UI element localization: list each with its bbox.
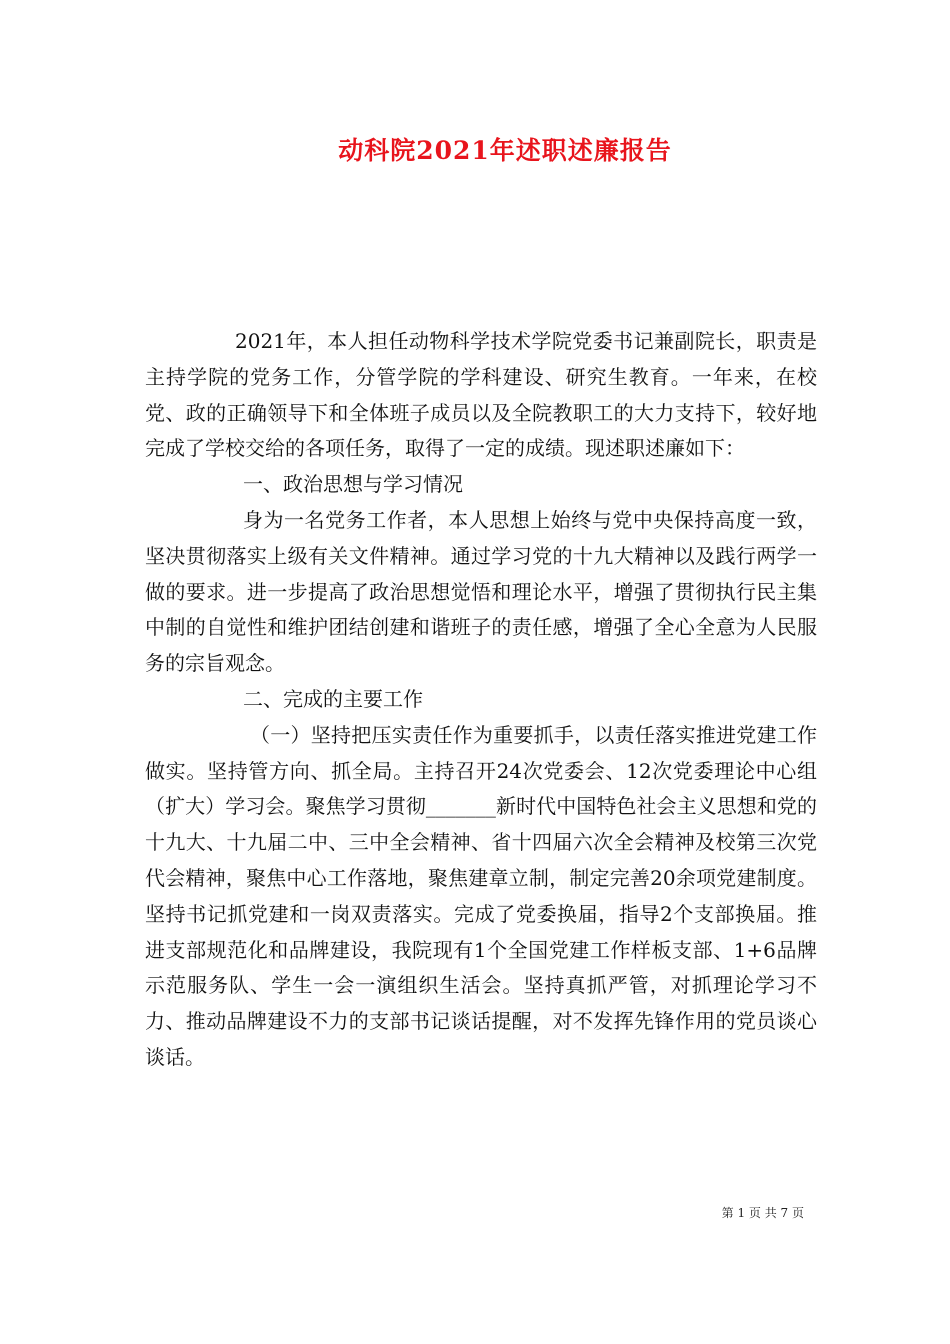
document-title: 动科院2021年述职述廉报告 [338, 136, 672, 165]
page-number: 第 1 页 共 7 页 [721, 1206, 804, 1220]
section-heading-2: 二、完成的主要工作 [243, 686, 423, 711]
paragraph-intro: 2021年，本人担任动物科学技术学院党委书记兼副院长，职责是主持学院的党务工作，分管学院的学科建设、研究生教育。一年来，在校党、政的正确领导下和全体班子成员以及全院教职工的大力支持下，较好地完成了学校交给的各项任务，取得了一定的成绩。现述职述廉如下： [145, 329, 817, 461]
document-body [145, 324, 817, 1076]
paragraph-work-1: （一）坚持把压实责任作为重要抓手，以责任落实推进党建工作做实。坚持管方向、抓全局。主持召开24次党委会、12次党委理论中心组（扩大）学习会。聚焦学习贯彻_______新时代中国特色社会主义思想和党的十九大、十九届二中、三中全会精神、省十四届六次全会精神及校第三次党代会精神，聚焦中心工作落地，聚焦建章立制，制定完善20余项党建制度。坚持书记抓党建和一岗双责落实。完成了党委换届，指导2个支部换届。推进支部规范化和品牌建设，我院现有1个全国党建工作样板支部、1+6品牌示范服务队、学生一会一演组织生活会。坚持真抓严管，对抓理论学习不力、推动品牌建设不力的支部书记谈话提醒，对不发挥先锋作用的党员谈心谈话。 [145, 722, 817, 1069]
paragraph-political: 身为一名党务工作者，本人思想上始终与党中央保持高度一致，坚决贯彻落实上级有关文件精神。通过学习党的十九大精神以及践行两学一做的要求。进一步提高了政治思想觉悟和理论水平，增强了贯彻执行民主集中制的自觉性和维护团结创建和谐班子的责任感，增强了全心全意为人民服务的宗旨观念。 [145, 507, 817, 676]
section-heading-1: 一、政治思想与学习情况 [243, 472, 463, 497]
